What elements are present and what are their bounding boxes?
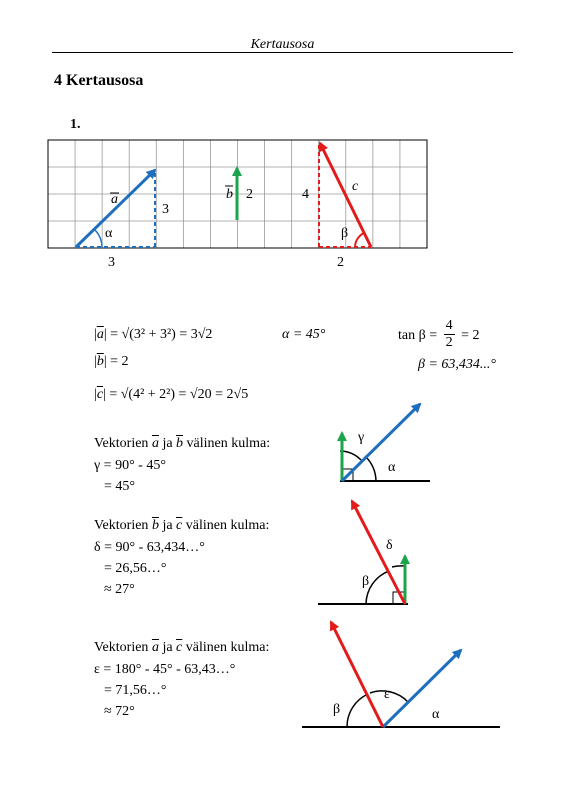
angle-ab-line-1: γ = 90° - 45° bbox=[94, 458, 166, 473]
angle-ac-v2: $\overline{c}$ bbox=[176, 640, 183, 655]
angle-ac-v1: $\overline{a}$ bbox=[151, 640, 159, 655]
angle-bc-line-2: = 26,56…° bbox=[104, 561, 167, 576]
angle-ab-line-2: = 45° bbox=[104, 479, 135, 494]
angle-ab-mid: ja bbox=[162, 436, 173, 451]
fig-bc-delta-label: δ bbox=[386, 538, 393, 553]
angle-ac-line-1: ε = 180° - 45° - 63,43…° bbox=[94, 662, 236, 677]
tan-denominator: 2 bbox=[445, 335, 453, 350]
b-length-label: 2 bbox=[246, 187, 253, 202]
figure-angle-bc bbox=[318, 501, 408, 604]
vector-a-label: a bbox=[111, 192, 118, 207]
a-vertical-label: 3 bbox=[162, 202, 169, 217]
tan-numerator: 4 bbox=[445, 318, 453, 333]
alpha-value: α = 45° bbox=[282, 327, 326, 342]
length-a-row: $|\overline{a}| = √(3^2 + 3^2) = 3√2$ bbox=[94, 327, 213, 342]
tan-prefix: tan β = bbox=[398, 328, 438, 343]
vector-b-label: b bbox=[226, 187, 233, 202]
length-b-symbol: $\overline{b}$ bbox=[96, 354, 104, 369]
angle-ac-mid: ja bbox=[162, 640, 173, 655]
length-c-row: $|\overline{c}| = √(4^2 + 2^2) = √20 = 2√5$ bbox=[94, 387, 249, 402]
length-c-symbol: $\overline{c}$ bbox=[96, 387, 104, 402]
angle-bc-line-3: ≈ 27° bbox=[104, 582, 135, 597]
c-horizontal-label: 2 bbox=[337, 255, 344, 270]
fig-ab-gamma-label: γ bbox=[358, 430, 365, 445]
angle-bc-v1: $\overline{b}$ bbox=[151, 518, 159, 533]
angle-bc-line-1: δ = 90° - 63,434…° bbox=[94, 540, 205, 555]
angle-bc-prefix: Vektorien bbox=[94, 518, 149, 533]
fig-ac-epsilon-label: ε bbox=[384, 687, 390, 702]
length-a-expression: = √(3² + 3²) = 3√2 bbox=[110, 327, 213, 342]
a-horizontal-label: 3 bbox=[108, 255, 115, 270]
length-b-row: $|\overline{b}| = 2$ bbox=[94, 354, 129, 369]
running-header: Kertausosa bbox=[250, 37, 315, 52]
section-title: 4 Kertausosa bbox=[54, 72, 144, 89]
angle-bc-mid: ja bbox=[162, 518, 173, 533]
length-b-expression: = 2 bbox=[110, 354, 129, 369]
fig-ab-alpha-label: α bbox=[388, 460, 396, 475]
angle-ab-v1: $\overline{a}$ bbox=[151, 436, 159, 451]
angle-ab-v2: $\overline{b}$ bbox=[176, 436, 184, 451]
angle-ac-line-2: = 71,56…° bbox=[104, 683, 167, 698]
beta-value: β = 63,434...° bbox=[418, 357, 497, 372]
angle-ab-suffix: välinen kulma: bbox=[186, 436, 271, 451]
fig-bc-beta-label: β bbox=[362, 574, 370, 589]
beta-label: β bbox=[341, 226, 349, 241]
angle-ac-suffix: välinen kulma: bbox=[185, 640, 270, 655]
angle-bc-suffix: välinen kulma: bbox=[185, 518, 270, 533]
vector-c-label: c bbox=[352, 179, 359, 194]
alpha-label: α bbox=[105, 226, 113, 241]
angle-ac-line-3: ≈ 72° bbox=[104, 704, 135, 719]
c-vertical-label: 4 bbox=[302, 187, 309, 202]
length-c-expression: = √(4² + 2²) = √20 = 2√5 bbox=[109, 387, 249, 402]
exercise-number: 1. bbox=[70, 117, 81, 132]
tan-result: = 2 bbox=[461, 328, 480, 343]
length-a-symbol: $\overline{a}$ bbox=[96, 327, 104, 342]
angle-bc-v2: $\overline{c}$ bbox=[176, 518, 183, 533]
angle-ab-prefix: Vektorien bbox=[94, 436, 149, 451]
angle-ac-prefix: Vektorien bbox=[94, 640, 149, 655]
fig-ac-alpha-label: α bbox=[432, 707, 440, 722]
figure-angle-ac bbox=[302, 622, 500, 727]
figure-angle-ab bbox=[340, 404, 430, 481]
fig-ac-beta-label: β bbox=[333, 702, 341, 717]
